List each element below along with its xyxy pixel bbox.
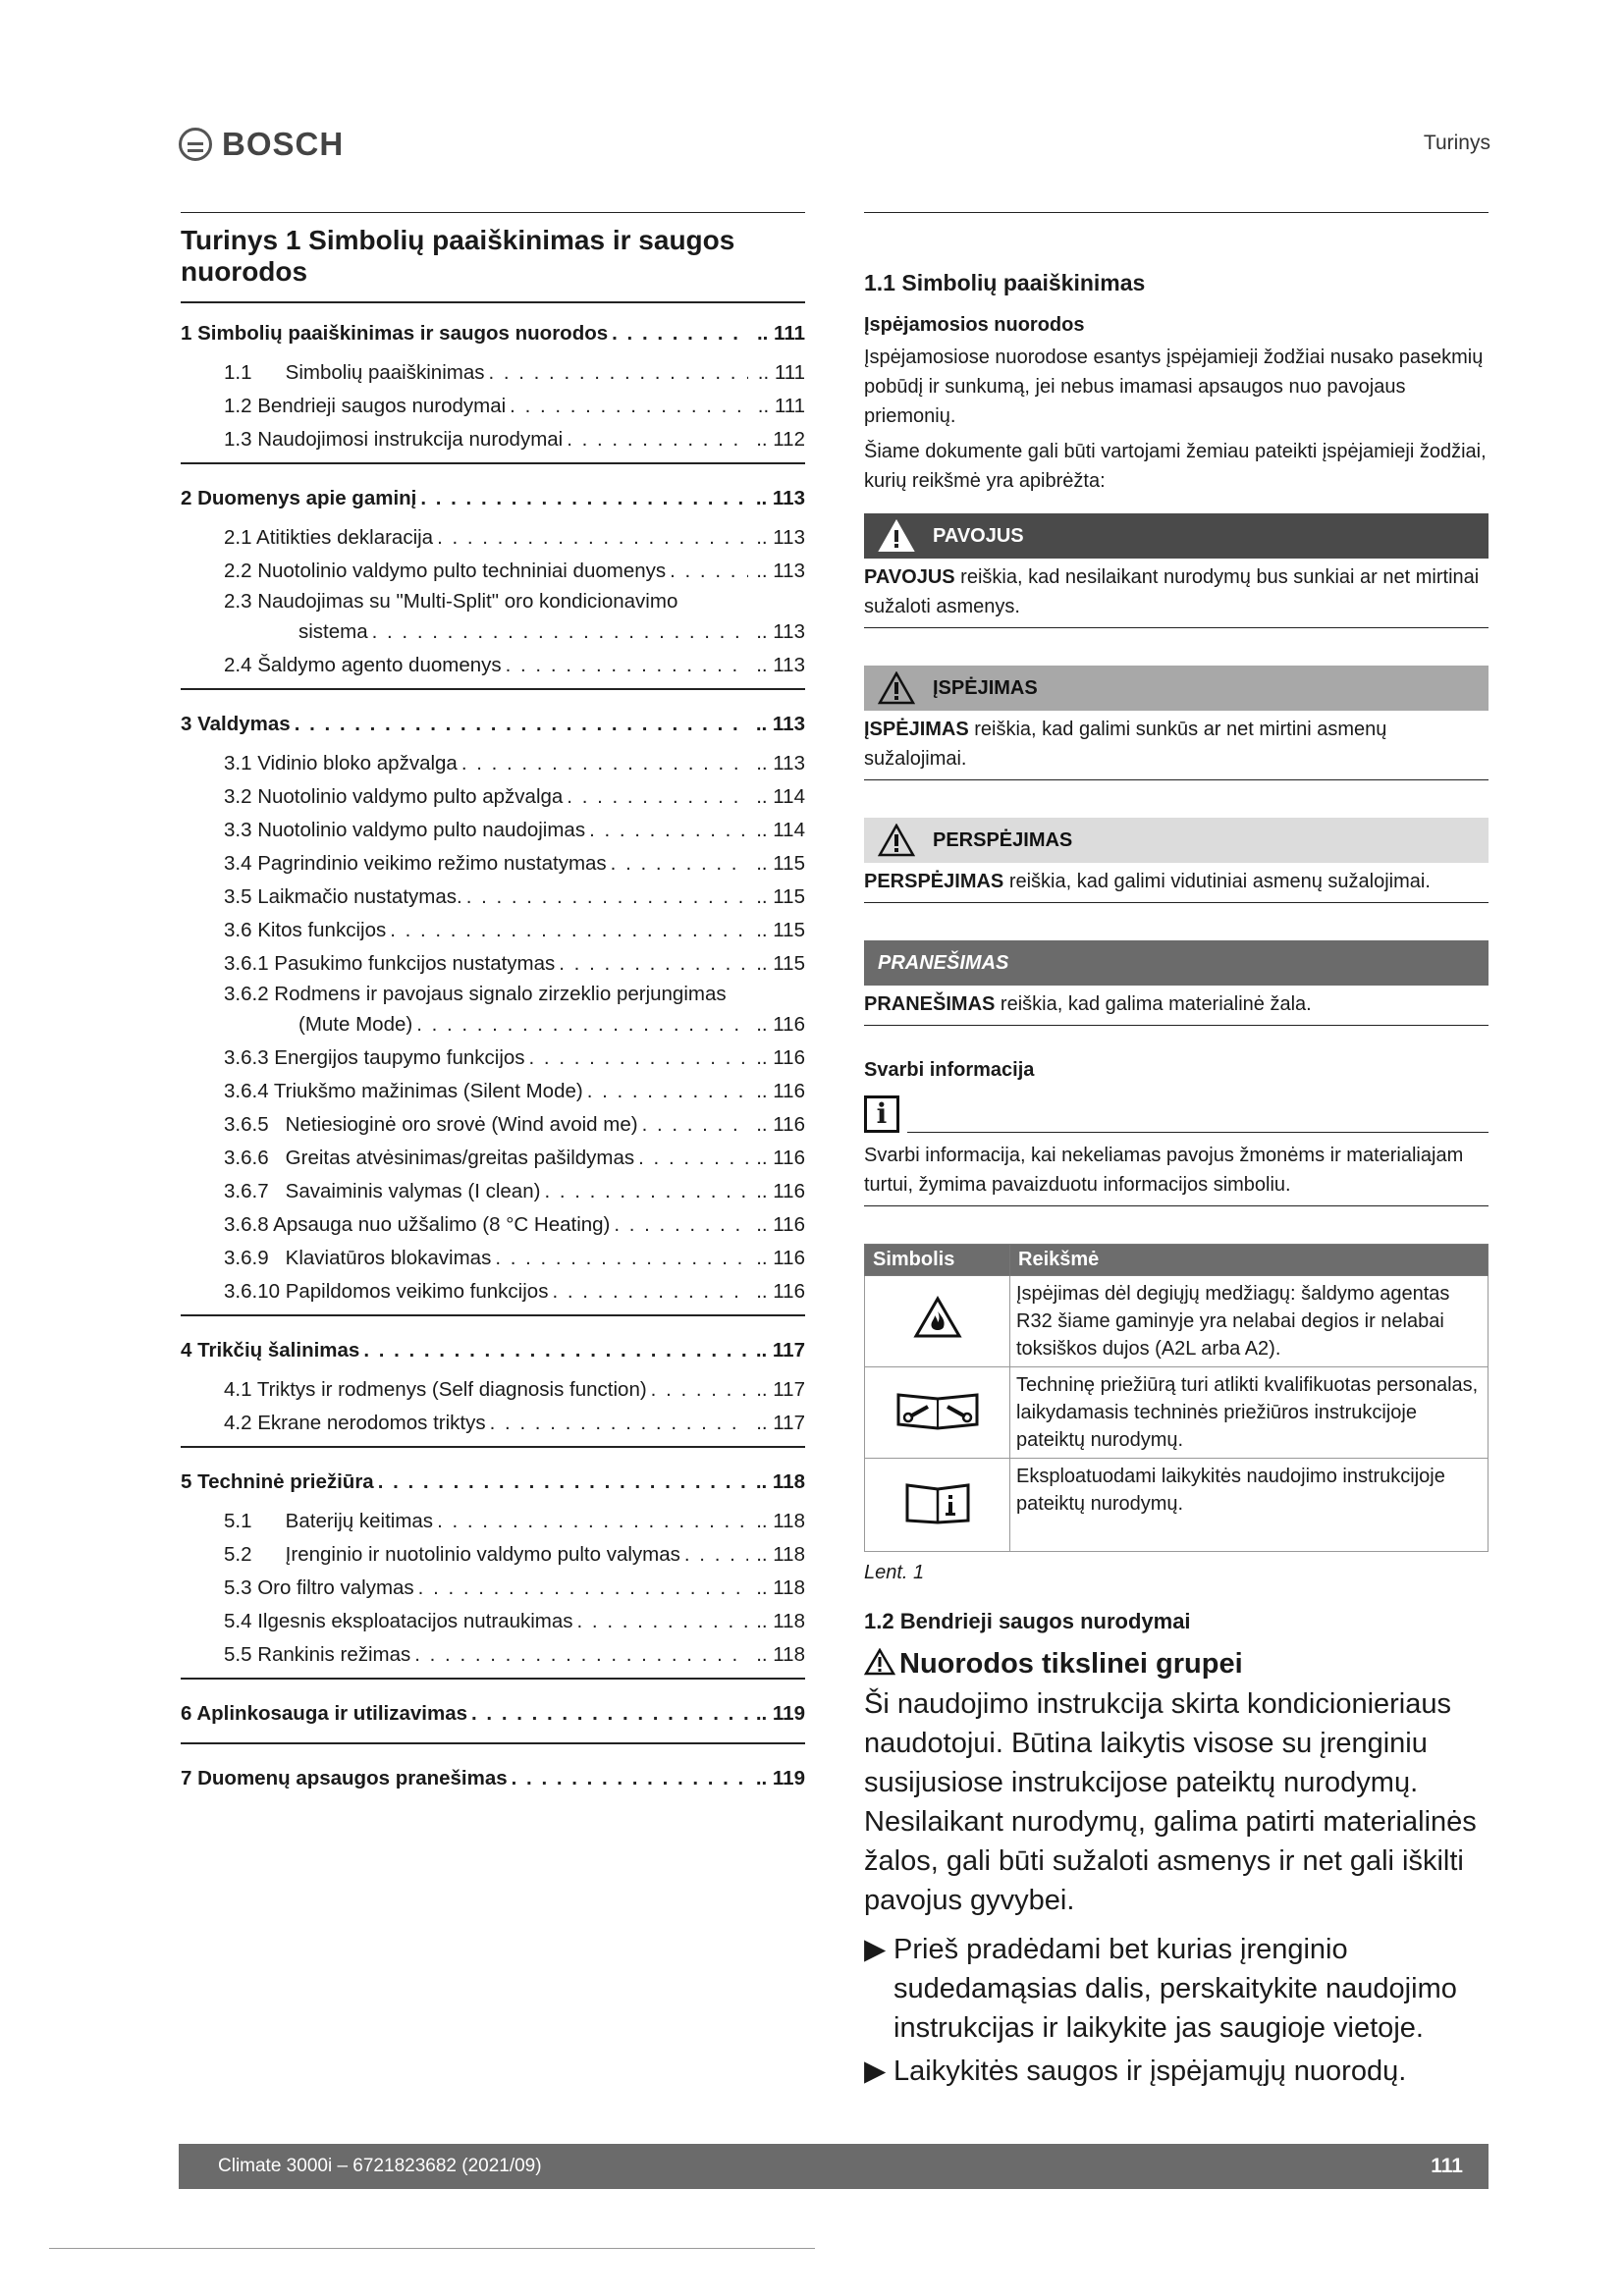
symbols-section [864, 212, 1489, 2091]
notice-notice [864, 940, 1489, 1026]
toc-page-number: .. 116 [756, 1213, 805, 1236]
toc-body [181, 303, 805, 1805]
toc-chapter [181, 1452, 805, 1683]
page-number: 111 [1431, 2155, 1463, 2177]
toc-entry-label: 3.6.7 Savaiminis valymas (I clean) [224, 1180, 541, 1202]
toc-entry-label: 3.1 Vidinio bloko apžvalga [224, 752, 458, 774]
toc-page-number: .. 113 [756, 526, 805, 549]
bullet-arrow-icon: ▶ [864, 1934, 887, 1965]
toc-entry[interactable] [181, 1242, 805, 1275]
list-item: ▶ Prieš pradėdami bet kurias įrenginio sudedamąsias dalis, perskaitykite naudojimo instrukcijas ir laikykite jas saugioje vietoje. [864, 1930, 1489, 2048]
warning-triangle-icon [878, 671, 915, 705]
toc-entry-label: 3.6.5 Netiesioginė oro srovė (Wind avoid me) [224, 1113, 638, 1136]
toc-chapter-entry[interactable] [181, 1320, 805, 1373]
toc-chapter-label: 1 Simbolių paaiškinimas ir saugos nuorodos [181, 322, 609, 345]
table-row [865, 1367, 1489, 1459]
toc-entry[interactable] [181, 521, 805, 555]
toc-entry-label: 2.3 Naudojimas su "Multi-Split" oro kondicionavimo [224, 590, 678, 613]
caution-word: PERSPĖJIMAS [864, 871, 1004, 892]
toc-chapter-label: 5 Techninė priežiūra [181, 1470, 374, 1493]
toc-entry[interactable] [181, 1605, 805, 1638]
table-header-symbol: Simbolis [865, 1245, 1010, 1276]
toc-page-number: .. 117 [755, 1339, 805, 1362]
table-cell: Įspėjimas dėl degiųjų medžiagų: šaldymo agentas R32 šiame gaminyje yra nelabai degios ir nelabai toksiškos dujos (A2L arba A2). [1010, 1276, 1489, 1367]
toc-page-number: .. 117 [756, 1412, 805, 1434]
symbols-table [864, 1244, 1489, 1552]
toc-entry-label: 3.6.1 Pasukimo funkcijos nustatymas [224, 952, 556, 975]
toc-entry[interactable] [181, 1505, 805, 1538]
toc-entry[interactable] [181, 1275, 805, 1308]
warnings-words-intro: Šiame dokumente gali būti vartojami žemiau pateikti įspėjamieji žodžiai, kurių reikšmė yra apibrėžta: [864, 441, 1487, 492]
toc-entry[interactable] [181, 1572, 805, 1605]
toc-divider [181, 688, 805, 690]
toc-chapter [181, 1320, 805, 1452]
header-section-title: Turinys [1423, 132, 1490, 154]
toc-entry[interactable] [181, 1041, 805, 1075]
toc-page-number: .. 115 [756, 852, 805, 875]
toc-entry[interactable] [181, 390, 805, 423]
toc-entry-label: 2.2 Nuotolinio valdymo pulto techniniai duomenys [224, 560, 667, 582]
bullet-arrow-icon: ▶ [864, 2056, 887, 2087]
toc-chapter [181, 303, 805, 468]
toc-entry-label: 3.6.10 Papildomos veikimo funkcijos [224, 1280, 549, 1303]
section-1-1-title: 1.1 Simbolių paaiškinimas [864, 270, 1146, 295]
toc-page-number: .. 111 [757, 395, 805, 417]
toc-entry-label: 3.5 Laikmačio nustatymas. [224, 885, 462, 908]
table-cell: Eksploatuodami laikykitės naudojimo instrukcijoje pateiktų nurodymų. [1010, 1459, 1489, 1552]
toc-entry-label-cont: (Mute Mode) [298, 1013, 413, 1036]
toc-entry[interactable] [181, 981, 805, 1041]
section-1-2-title: 1.2 Bendrieji saugos nurodymai [864, 1609, 1191, 1633]
toc-page-number: .. 116 [756, 1147, 805, 1169]
toc-page-number: .. 115 [756, 885, 805, 908]
toc-entry-label: 3.6.3 Energijos taupymo funkcijos [224, 1046, 525, 1069]
toc-chapter-entry[interactable] [181, 1452, 805, 1505]
notice-word: PRANEŠIMAS [864, 993, 996, 1015]
toc-entry[interactable] [181, 914, 805, 947]
toc-page-number: .. 118 [756, 1643, 805, 1666]
toc-chapter-entry[interactable] [181, 303, 805, 356]
toc-page-number: .. 113 [756, 752, 805, 774]
toc-entry[interactable] [181, 747, 805, 780]
toc-divider [181, 1742, 805, 1744]
warning-notice [864, 666, 1489, 780]
toc-page-number: .. 114 [756, 785, 805, 808]
toc-page-number: .. 118 [756, 1543, 805, 1566]
toc-entry[interactable] [181, 1175, 805, 1208]
warning-bar [864, 666, 1489, 711]
toc-entry-label: 3.2 Nuotolinio valdymo pulto apžvalga [224, 785, 564, 808]
toc-entry[interactable] [181, 847, 805, 881]
toc-entry[interactable] [181, 423, 805, 456]
toc-chapter-label: 3 Valdymas [181, 713, 291, 735]
toc-chapter-entry[interactable] [181, 468, 805, 521]
toc-entry[interactable] [181, 1108, 805, 1142]
toc-entry[interactable] [181, 1638, 805, 1672]
toc-entry-label: 3.6 Kitos funkcijos [224, 919, 387, 941]
toc-page-number: .. 116 [756, 1080, 805, 1102]
toc-page-number: .. 111 [757, 361, 805, 384]
toc-chapter-label: 7 Duomenų apsaugos pranešimas [181, 1767, 508, 1789]
flammable-warning-icon [913, 1322, 962, 1344]
toc-entry-label: 3.3 Nuotolinio valdymo pulto naudojimas [224, 819, 586, 841]
warnings-heading: Įspėjamosios nuorodos [864, 314, 1085, 336]
page-footer [179, 2144, 1489, 2189]
toc-entry[interactable] [181, 1373, 805, 1407]
toc-page-number: .. 117 [756, 1378, 805, 1401]
toc-page-number: .. 116 [756, 1280, 805, 1303]
toc-entry-label: 1.1 Simbolių paaiškinimas [224, 361, 485, 384]
toc-entry[interactable] [181, 1538, 805, 1572]
toc-entry-label: 4.1 Triktys ir rodmenys (Self diagnosis function) [224, 1378, 647, 1401]
toc-page-number: .. 118 [756, 1576, 805, 1599]
toc-page-number: .. 111 [756, 322, 805, 345]
danger-notice [864, 513, 1489, 628]
toc-page-number: .. 119 [755, 1767, 805, 1789]
toc-page-number: .. 114 [756, 819, 805, 841]
operating-manual-icon [903, 1508, 972, 1529]
info-text: Svarbi informacija, kai nekeliamas pavojus žmonėms ir materialiajam turtui, žymima pavaizduotu informacijos simboliu. [864, 1141, 1489, 1206]
toc-chapter-label: 2 Duomenys apie gaminį [181, 487, 417, 509]
toc-entry[interactable] [181, 881, 805, 914]
toc-entry-label: 1.2 Bendrieji saugos nurodymai [224, 395, 507, 417]
toc-entry-label: 4.2 Ekrane nerodomos triktys [224, 1412, 486, 1434]
warning-triangle-icon [864, 1648, 895, 1681]
toc-entry[interactable] [181, 780, 805, 814]
notice-text: reiškia, kad galima materialinė žala. [995, 993, 1312, 1015]
toc-divider [181, 1314, 805, 1316]
toc-entry-label-cont: sistema [298, 620, 368, 643]
toc-entry[interactable] [181, 356, 805, 390]
toc-entry[interactable] [181, 947, 805, 981]
toc-divider [181, 1678, 805, 1680]
target-group-heading [864, 1648, 1489, 1681]
toc-entry-label: 2.1 Atitikties deklaracija [224, 526, 434, 549]
bosch-armature-icon [179, 128, 212, 161]
toc-page-number: .. 118 [756, 1510, 805, 1532]
toc-entry[interactable] [181, 814, 805, 847]
toc-chapter [181, 468, 805, 694]
warning-word: ĮSPĖJIMAS [864, 719, 969, 740]
toc-page-number: .. 116 [756, 1247, 805, 1269]
caution-bar [864, 818, 1489, 863]
toc-entry[interactable] [181, 1075, 805, 1108]
toc-entry-label: 5.5 Rankinis režimas [224, 1643, 411, 1666]
toc-entry-label: 3.4 Pagrindinio veikimo režimo nustatymas [224, 852, 607, 875]
table-of-contents [181, 212, 805, 1805]
info-icon: i [864, 1095, 899, 1133]
table-row [865, 1459, 1489, 1552]
toc-page-number: .. 116 [756, 1180, 805, 1202]
toc-page-number: .. 118 [756, 1610, 805, 1632]
toc-chapter [181, 694, 805, 1320]
toc-chapter-entry[interactable] [181, 1748, 805, 1801]
warning-text: reiškia, kad galimi sunkūs ar net mirtini asmenų sužalojimai. [864, 719, 1387, 770]
warning-triangle-icon [878, 519, 915, 553]
brand-logo [179, 126, 344, 163]
toc-chapter-entry[interactable] [181, 1683, 805, 1736]
toc-page-number: .. 112 [756, 428, 805, 451]
danger-word: PAVOJUS [864, 566, 955, 588]
toc-title: Turinys 1 Simbolių paaiškinimas ir saugos nuorodos [181, 225, 735, 287]
table-header-meaning: Reikšmė [1010, 1245, 1489, 1276]
toc-entry-label: 5.2 Įrenginio ir nuotolinio valdymo pulto valymas [224, 1543, 680, 1566]
footer-doc-id: Climate 3000i – 6721823682 (2021/09) [218, 2156, 542, 2176]
toc-entry[interactable] [181, 555, 805, 588]
toc-entry[interactable] [181, 1208, 805, 1242]
toc-page-number: .. 113 [756, 654, 805, 676]
toc-entry-label: 5.4 Ilgesnis eksploatacijos nutraukimas [224, 1610, 573, 1632]
info-symbol-row [864, 1095, 1489, 1133]
service-manual-icon [893, 1414, 983, 1435]
toc-chapter-label: 6 Aplinkosauga ir utilizavimas [181, 1702, 468, 1725]
brand-name: BOSCH [222, 126, 345, 162]
list-item: ▶ Laikykitės saugos ir įspėjamųjų nuorodų. [864, 2052, 1489, 2091]
table-caption: Lent. 1 [864, 1562, 925, 1583]
info-heading: Svarbi informacija [864, 1059, 1035, 1081]
danger-bar [864, 513, 1489, 559]
toc-page-number: .. 113 [755, 487, 805, 509]
toc-chapter [181, 1748, 805, 1805]
table-row [865, 1276, 1489, 1367]
toc-entry[interactable] [181, 1407, 805, 1440]
toc-page-number: .. 115 [756, 952, 805, 975]
warning-label: ĮSPĖJIMAS [933, 676, 1038, 699]
toc-page-number: .. 119 [755, 1702, 805, 1725]
toc-entry-label: 5.3 Oro filtro valymas [224, 1576, 414, 1599]
toc-page-number: .. 113 [756, 560, 805, 582]
toc-page-number: .. 115 [756, 919, 805, 941]
toc-entry-label: 2.4 Šaldymo agento duomenys [224, 654, 502, 676]
danger-label: PAVOJUS [933, 524, 1024, 547]
toc-page-number: .. 113 [756, 620, 805, 643]
toc-page-number: .. 116 [756, 1113, 805, 1136]
toc-entry-label: 1.3 Naudojimosi instrukcija nurodymai [224, 428, 564, 451]
target-group-title: Nuorodos tikslinei grupei [899, 1648, 1243, 1680]
table-cell: Techninę priežiūrą turi atlikti kvalifikuotas personalas, laikydamasis techninės priežiūros instrukcijoje pateiktų nurodymų. [1010, 1367, 1489, 1459]
notice-label: PRANEŠIMAS [878, 951, 1009, 974]
toc-entry-label: 3.6.6 Greitas atvėsinimas/greitas pašildymas [224, 1147, 635, 1169]
toc-chapter [181, 1683, 805, 1748]
target-group-text: Ši naudojimo instrukcija skirta kondicionieriaus naudotojui. Būtina laikytis visose su įrenginiu susijusiose instrukcijose pateiktų nurodymų. Nesilaikant nurodymų, galima patirti materialinės žalos, gali būti sužaloti asmenys ir net gali iškilti pavojus gyvybei. [864, 1688, 1477, 1916]
scan-edge-line [49, 2248, 815, 2249]
toc-entry[interactable] [181, 1142, 805, 1175]
toc-entry[interactable] [181, 588, 805, 649]
toc-chapter-entry[interactable] [181, 694, 805, 747]
toc-page-number: .. 113 [755, 713, 805, 735]
toc-divider [181, 1446, 805, 1448]
toc-divider [181, 462, 805, 464]
toc-chapter-label: 4 Trikčių šalinimas [181, 1339, 360, 1362]
toc-entry-label: 5.1 Baterijų keitimas [224, 1510, 434, 1532]
toc-entry[interactable] [181, 649, 805, 682]
caution-label: PERSPĖJIMAS [933, 828, 1073, 851]
toc-entry-label: 3.6.4 Triukšmo mažinimas (Silent Mode) [224, 1080, 583, 1102]
toc-entry-label: 3.6.8 Apsauga nuo užšalimo (8 °C Heating) [224, 1213, 611, 1236]
caution-text: reiškia, kad galimi vidutiniai asmenų sužalojimai. [1003, 871, 1431, 892]
caution-notice [864, 818, 1489, 903]
warnings-intro: Įspėjamosiose nuorodose esantys įspėjamieji žodžiai nusako pasekmių pobūdį ir sunkumą, jei nebus imamasi apsaugos nuo pavojaus priemonių. [864, 347, 1484, 427]
toc-entry-label: 3.6.9 Klaviatūros blokavimas [224, 1247, 492, 1269]
toc-entry-label: 3.6.2 Rodmens ir pavojaus signalo zirzeklio perjungimas [224, 983, 727, 1005]
toc-page-number: .. 118 [755, 1470, 805, 1493]
toc-page-number: .. 116 [756, 1046, 805, 1069]
toc-page-number: .. 116 [756, 1013, 805, 1036]
notice-bar [864, 940, 1489, 986]
warning-triangle-icon [878, 824, 915, 857]
danger-text: reiškia, kad nesilaikant nurodymų bus sunkiai ar net mirtinai sužaloti asmenys. [864, 566, 1480, 617]
